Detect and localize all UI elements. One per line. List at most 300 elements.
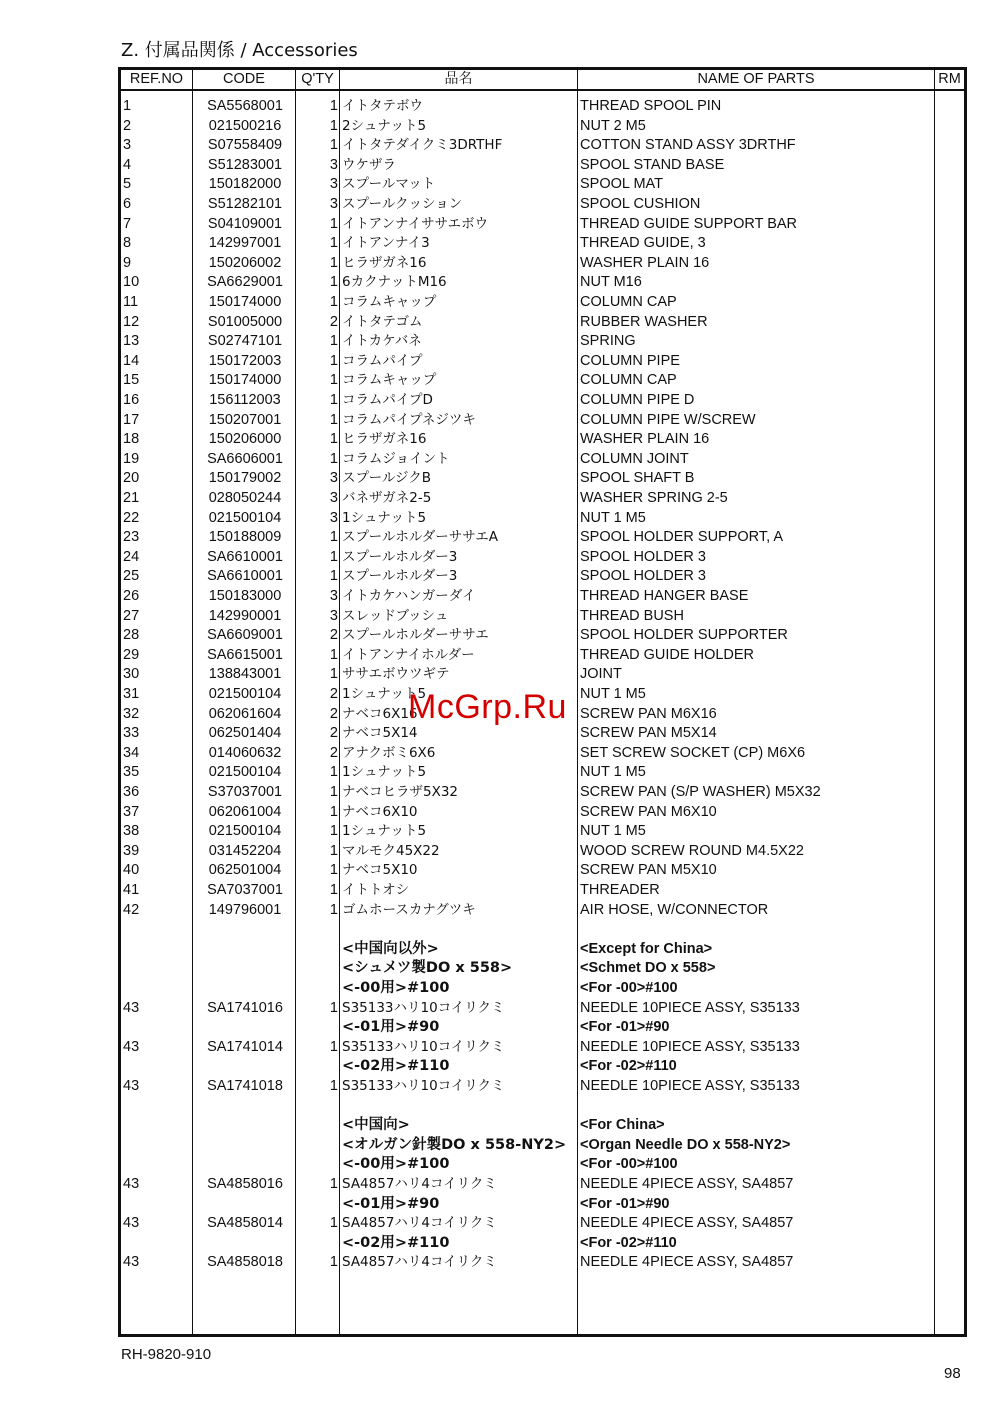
code-cell: 028050244 [208, 490, 282, 506]
jp-name-cell: スプールジクB [342, 470, 431, 487]
ref-no-cell: 38 [123, 823, 140, 840]
ref-no-cell: 14 [123, 352, 140, 369]
ref-no-cell: 23 [123, 529, 140, 546]
jp-name-cell: イトタテダイクミ3DRTHF [342, 137, 503, 154]
table-row [121, 411, 964, 431]
code-cell: 150174000 [208, 294, 282, 310]
ref-no-cell: 1 [123, 98, 132, 114]
jp-name-cell: ウケザラ [342, 156, 396, 173]
jp-name-cell: <-01用>#90 [342, 1195, 440, 1212]
part-name-cell: SPOOL SHAFT B [580, 470, 695, 487]
code-cell: S37037001 [207, 784, 283, 800]
code-cell [193, 1155, 297, 1175]
table-row [121, 901, 964, 921]
part-name-cell: SPOOL HOLDER SUPPORTER [580, 627, 788, 644]
jp-name-cell [342, 920, 576, 940]
ref-no-cell: 22 [123, 509, 140, 526]
jp-name-cell: SA4857ハリ4コイリクミ [342, 1254, 497, 1271]
part-name-cell: SCREW PAN M6X16 [580, 705, 717, 722]
qty-cell: 1 [329, 764, 338, 781]
code-cell: 021500216 [208, 117, 282, 134]
ref-no-cell: 4 [123, 156, 132, 173]
ref-no-cell: 21 [123, 490, 140, 506]
table-row [121, 371, 964, 391]
ref-no-cell [123, 920, 189, 940]
jp-name-cell: <シュメツ製DO x 558> [342, 960, 513, 977]
jp-name-cell: スプールホルダー3 [342, 548, 458, 565]
code-cell: SA6615001 [207, 646, 283, 663]
code-cell: SA4858018 [207, 1254, 283, 1271]
table-row [121, 136, 964, 156]
table-row [121, 1195, 964, 1215]
code-cell: SA6610001 [207, 568, 283, 585]
part-name-cell: COLUMN CAP [580, 372, 677, 389]
ref-no-cell: 43 [123, 1038, 140, 1055]
qty-cell: 1 [329, 1215, 338, 1232]
table-row [121, 1097, 964, 1117]
part-name-cell: WASHER SPRING 2-5 [580, 490, 728, 506]
ref-no-cell: 35 [123, 764, 140, 781]
ref-no-cell: 43 [123, 999, 140, 1016]
table-row [121, 1253, 964, 1273]
code-cell: 021500104 [208, 509, 282, 526]
code-cell: SA6606001 [207, 450, 283, 467]
table-row [121, 117, 964, 137]
jp-name-cell: ササエボウツギテ [342, 666, 450, 683]
ref-no-cell: 30 [123, 666, 140, 683]
code-cell: 142997001 [208, 235, 282, 252]
part-name-cell: SCREW PAN M5X10 [580, 862, 717, 879]
code-cell: 062501004 [208, 862, 282, 879]
ref-no-cell: 39 [123, 842, 140, 859]
table-row [121, 587, 964, 607]
table-row [121, 626, 964, 646]
jp-name-cell: アナクボミ6X6 [342, 744, 436, 761]
qty-cell: 2 [329, 686, 338, 702]
ref-no-cell: 42 [123, 901, 140, 918]
table-row [121, 999, 964, 1019]
code-cell: 031452204 [208, 842, 282, 859]
ref-no-cell: 20 [123, 470, 140, 487]
table-row [121, 293, 964, 313]
ref-no-cell: 34 [123, 744, 140, 761]
jp-name-cell: ナベコ5X10 [342, 862, 418, 879]
ref-no-cell: 36 [123, 784, 140, 800]
code-cell: 021500104 [208, 686, 282, 702]
code-cell: S51282101 [207, 196, 283, 212]
part-name-cell: THREAD GUIDE HOLDER [580, 646, 755, 663]
qty-cell: 3 [329, 588, 338, 604]
ref-no-cell: 2 [123, 117, 132, 134]
part-name-cell: SET SCREW SOCKET (CP) M6X6 [580, 744, 806, 761]
ref-no-cell: 31 [123, 686, 140, 702]
jp-name-cell: SA4857ハリ4コイリクミ [342, 1176, 497, 1192]
qty-cell: 1 [329, 411, 338, 428]
jp-name-cell: イトアンナイホルダー [342, 646, 475, 663]
code-cell [193, 1057, 297, 1077]
ref-no-cell: 32 [123, 705, 140, 722]
part-name-cell: JOINT [580, 666, 622, 683]
jp-name-cell: スプールクッション [342, 196, 463, 212]
table-row [121, 979, 964, 999]
qty-cell: 1 [329, 823, 338, 840]
code-cell: 021500104 [208, 764, 282, 781]
code-cell: 062061604 [208, 705, 282, 722]
jp-name-cell: イトタテボウ [342, 98, 423, 114]
jp-name-cell: スプールホルダーササエ [342, 627, 489, 644]
table-row [121, 528, 964, 548]
ref-no-cell [123, 940, 189, 960]
code-cell [193, 940, 297, 960]
code-cell: 138843001 [208, 666, 282, 683]
part-name-cell: SPRING [580, 333, 636, 350]
qty-cell: 1 [329, 803, 338, 820]
part-name-cell: AIR HOSE, W/CONNECTOR [580, 901, 769, 918]
header-qty: Q'TY [301, 71, 334, 87]
table-row [121, 744, 964, 764]
ref-no-cell: 43 [123, 1215, 140, 1232]
code-cell: 150174000 [208, 372, 282, 389]
jp-name-cell: <-00用>#100 [342, 1156, 450, 1173]
ref-no-cell: 37 [123, 803, 140, 820]
table-row [121, 940, 964, 960]
jp-name-cell: 6カクナットM16 [342, 274, 447, 291]
ref-no-cell: 6 [123, 196, 132, 212]
part-name-cell: NUT 2 M5 [580, 117, 646, 134]
jp-name-cell: コラムパイプネジツキ [342, 411, 476, 428]
part-name-cell: NUT 1 M5 [580, 509, 646, 526]
table-row [121, 1038, 964, 1058]
qty-cell: 1 [329, 235, 338, 252]
qty-cell: 1 [329, 1176, 338, 1192]
jp-name-cell: コラムパイプD [342, 392, 433, 408]
qty-cell: 1 [329, 254, 338, 271]
table-row [121, 195, 964, 215]
table-row [121, 567, 964, 587]
header-code: CODE [223, 71, 265, 87]
ref-no-cell: 43 [123, 1078, 140, 1094]
ref-no-cell: 24 [123, 548, 140, 565]
jp-name-cell: イトトオシ [342, 882, 410, 898]
code-cell: SA4858014 [207, 1215, 283, 1232]
qty-cell [297, 1234, 338, 1254]
table-row [121, 313, 964, 333]
table-row [121, 665, 964, 685]
part-name-cell: WASHER PLAIN 16 [580, 254, 710, 271]
code-cell [193, 959, 297, 979]
table-row [121, 430, 964, 450]
ref-no-cell: 40 [123, 862, 140, 879]
qty-cell: 1 [329, 352, 338, 369]
table-row [121, 763, 964, 783]
part-name-cell: THREAD SPOOL PIN [580, 98, 722, 114]
ref-no-cell: 33 [123, 725, 140, 742]
jp-name-cell: 1シュナット5 [342, 509, 427, 526]
table-row [121, 215, 964, 235]
table-row [121, 1057, 964, 1077]
document-id: RH-9820-910 [121, 1346, 212, 1363]
table-row [121, 881, 964, 901]
table-row [121, 175, 964, 195]
qty-cell: 1 [329, 294, 338, 310]
qty-cell: 3 [329, 196, 338, 212]
part-name-cell [580, 920, 934, 940]
qty-cell: 1 [329, 333, 338, 350]
ref-no-cell [123, 979, 189, 999]
code-cell: 062501404 [208, 725, 282, 742]
qty-cell [297, 1097, 338, 1117]
table-row [121, 1116, 964, 1136]
part-name-cell: SPOOL HOLDER SUPPORT, A [580, 529, 784, 546]
code-cell [193, 1234, 297, 1254]
jp-name-cell: コラムキャップ [342, 294, 437, 310]
jp-name-cell: イトアンナイササエボウ [342, 215, 489, 232]
ref-no-cell: 12 [123, 313, 140, 330]
ref-no-cell: 28 [123, 627, 140, 644]
code-cell: 021500104 [208, 823, 282, 840]
jp-name-cell [342, 1097, 576, 1117]
qty-cell: 1 [329, 862, 338, 879]
qty-cell: 1 [329, 999, 338, 1016]
jp-name-cell: コラムジョイント [342, 450, 450, 467]
jp-name-cell: イトタテゴム [342, 313, 423, 330]
table-row [121, 234, 964, 254]
qty-cell: 1 [329, 1078, 338, 1094]
code-cell: 062061004 [208, 803, 282, 820]
ref-no-cell: 9 [123, 254, 132, 271]
ref-no-cell [123, 1097, 189, 1117]
qty-cell [297, 1018, 338, 1038]
code-cell [193, 1136, 297, 1156]
part-name-cell: WOOD SCREW ROUND M4.5X22 [580, 842, 804, 859]
code-cell: 014060632 [208, 744, 282, 761]
code-cell: 150183000 [208, 588, 282, 604]
code-cell [193, 1018, 297, 1038]
table-row [121, 842, 964, 862]
part-name-cell: NUT 1 M5 [580, 823, 646, 840]
qty-cell: 1 [329, 529, 338, 546]
watermark: McGrp.Ru [408, 688, 567, 726]
qty-cell: 1 [329, 548, 338, 565]
jp-name-cell: スプールマット [342, 176, 436, 193]
qty-cell [297, 979, 338, 999]
table-row [121, 959, 964, 979]
jp-name-cell: <オルガン針製DO x 558-NY2> [342, 1136, 567, 1153]
table-row [121, 332, 964, 352]
ref-no-cell: 16 [123, 392, 140, 408]
qty-cell [297, 959, 338, 979]
qty-cell: 3 [329, 156, 338, 173]
qty-cell: 2 [329, 627, 338, 644]
ref-no-cell [123, 959, 189, 979]
ref-no-cell [123, 1057, 189, 1077]
ref-no-cell: 11 [123, 294, 139, 310]
table-row [121, 607, 964, 627]
qty-cell: 1 [329, 568, 338, 585]
ref-no-cell [123, 1136, 189, 1156]
jp-name-cell: スプールホルダー3 [342, 568, 458, 585]
part-name-cell: THREADER [580, 882, 660, 898]
part-name-cell: NEEDLE 4PIECE ASSY, SA4857 [580, 1254, 794, 1271]
ref-no-cell: 43 [123, 1254, 140, 1271]
qty-cell: 1 [329, 431, 338, 448]
ref-no-cell [123, 1116, 189, 1136]
table-row [121, 1234, 964, 1254]
ref-no-cell: 26 [123, 588, 140, 604]
part-name-cell: <For -01>#90 [580, 1019, 670, 1036]
qty-cell: 1 [329, 392, 338, 408]
part-name-cell: COTTON STAND ASSY 3DRTHF [580, 137, 796, 154]
jp-name-cell: S35133ハリ10コイリクミ [342, 1038, 505, 1055]
qty-cell: 1 [329, 901, 338, 918]
ref-no-cell: 5 [123, 176, 132, 193]
ref-no-cell: 17 [123, 411, 140, 428]
table-row [121, 450, 964, 470]
ref-no-cell: 10 [123, 274, 140, 291]
ref-no-cell: 43 [123, 1176, 140, 1192]
jp-name-cell: S35133ハリ10コイリクミ [342, 999, 505, 1016]
part-name-cell: SPOOL CUSHION [580, 196, 701, 212]
part-name-cell: COLUMN PIPE D [580, 392, 695, 408]
code-cell [193, 920, 297, 940]
qty-cell: 3 [329, 607, 338, 624]
jp-name-cell: イトカケハンガーダイ [342, 588, 476, 604]
jp-name-cell: スレッドブッシュ [342, 607, 449, 624]
table-row [121, 489, 964, 509]
part-name-cell: THREAD GUIDE, 3 [580, 235, 706, 252]
jp-name-cell: ヒラザガネ16 [342, 254, 427, 271]
table-row [121, 803, 964, 823]
part-name-cell: SCREW PAN M5X14 [580, 725, 717, 742]
jp-name-cell: イトアンナイ3 [342, 235, 430, 252]
qty-cell [297, 1195, 338, 1215]
qty-cell: 1 [329, 784, 338, 800]
part-name-cell: SPOOL HOLDER 3 [580, 548, 706, 565]
part-name-cell: <For -02>#110 [580, 1058, 677, 1075]
jp-name-cell: <-00用>#100 [342, 980, 450, 996]
qty-cell [297, 1136, 338, 1156]
code-cell: 150206000 [208, 431, 282, 448]
code-cell: SA1741016 [207, 999, 283, 1016]
table-row [121, 1155, 964, 1175]
code-cell: SA5568001 [207, 98, 283, 114]
part-name-cell: NEEDLE 10PIECE ASSY, S35133 [580, 1038, 800, 1055]
part-name-cell: NEEDLE 10PIECE ASSY, S35133 [580, 1078, 800, 1094]
qty-cell: 3 [329, 509, 338, 526]
ref-no-cell: 27 [123, 607, 140, 624]
jp-name-cell: SA4857ハリ4コイリクミ [342, 1215, 497, 1232]
code-cell: SA6629001 [207, 274, 283, 291]
jp-name-cell: スプールホルダーササエA [342, 529, 498, 546]
jp-name-cell: ゴムホースカナグツキ [342, 901, 476, 918]
code-cell: SA1741014 [207, 1038, 283, 1055]
code-cell [193, 1195, 297, 1215]
qty-cell: 3 [329, 470, 338, 487]
page-title: Z. 付属品関係 / Accessories [121, 40, 358, 61]
qty-cell: 1 [329, 882, 338, 898]
table-row [121, 469, 964, 489]
part-name-cell: <Organ Needle DO x 558-NY2> [580, 1136, 791, 1153]
qty-cell: 1 [329, 98, 338, 114]
code-cell: 149796001 [208, 901, 282, 918]
qty-cell: 3 [329, 490, 338, 506]
jp-name-cell: コラムキャップ [342, 372, 437, 389]
qty-cell [297, 1116, 338, 1136]
jp-name-cell: ナベコヒラザ5X32 [342, 784, 459, 800]
qty-cell: 2 [329, 725, 338, 742]
jp-name-cell: 1シュナット5 [342, 686, 427, 702]
part-name-cell [580, 1097, 934, 1117]
qty-cell: 1 [329, 215, 338, 232]
qty-cell: 1 [329, 117, 338, 134]
code-cell: SA6609001 [207, 627, 283, 644]
code-cell [193, 979, 297, 999]
part-name-cell: COLUMN PIPE W/SCREW [580, 411, 756, 428]
table-row [121, 646, 964, 666]
ref-no-cell: 8 [123, 235, 132, 252]
qty-cell: 1 [329, 842, 338, 859]
ref-no-cell: 15 [123, 372, 140, 389]
code-cell [193, 1116, 297, 1136]
code-cell: 150182000 [208, 176, 282, 193]
jp-name-cell: S35133ハリ10コイリクミ [342, 1078, 505, 1094]
header-jp-name: 品名 [444, 71, 473, 87]
part-name-cell: NUT 1 M5 [580, 686, 646, 702]
part-name-cell: <For -01>#90 [580, 1195, 670, 1212]
table-row [121, 1077, 964, 1097]
part-name-cell: SCREW PAN M6X10 [580, 803, 717, 820]
jp-name-cell: <-02用>#110 [342, 1234, 450, 1251]
part-name-cell: <Schmet DO x 558> [580, 960, 716, 977]
part-name-cell: NEEDLE 10PIECE ASSY, S35133 [580, 999, 800, 1016]
jp-name-cell: マルモク45X22 [342, 842, 440, 859]
ref-no-cell [123, 1195, 189, 1215]
code-cell: 150207001 [208, 411, 282, 428]
jp-name-cell: ヒラザガネ16 [342, 431, 427, 448]
ref-no-cell: 18 [123, 431, 140, 448]
ref-no-cell: 41 [123, 882, 140, 898]
code-cell [193, 1097, 297, 1117]
part-name-cell: SPOOL STAND BASE [580, 156, 725, 173]
qty-cell: 1 [329, 450, 338, 467]
ref-no-cell [123, 1018, 189, 1038]
ref-no-cell [123, 1234, 189, 1254]
code-cell: S04109001 [207, 215, 283, 232]
qty-cell: 2 [329, 313, 338, 330]
code-cell: 150188009 [208, 529, 282, 546]
code-cell: SA4858016 [207, 1176, 283, 1192]
table-row [121, 509, 964, 529]
table-row [121, 273, 964, 293]
part-name-cell: <For -02>#110 [580, 1234, 677, 1251]
table-row [121, 254, 964, 274]
part-name-cell: COLUMN CAP [580, 294, 677, 310]
jp-name-cell: ナベコ6X16 [342, 705, 418, 722]
ref-no-cell: 7 [123, 215, 132, 232]
qty-cell [297, 920, 338, 940]
code-cell: S01005000 [207, 313, 283, 330]
code-cell: 156112003 [209, 392, 281, 408]
jp-name-cell: <中国向以外> [342, 940, 439, 957]
header-rm: RM [938, 71, 961, 87]
part-name-cell: SPOOL HOLDER 3 [580, 568, 706, 585]
qty-cell: 1 [329, 372, 338, 389]
part-name-cell: RUBBER WASHER [580, 313, 708, 330]
code-cell: SA1741018 [207, 1078, 283, 1094]
table-row [121, 861, 964, 881]
table-row [121, 724, 964, 744]
table-row [121, 97, 964, 117]
